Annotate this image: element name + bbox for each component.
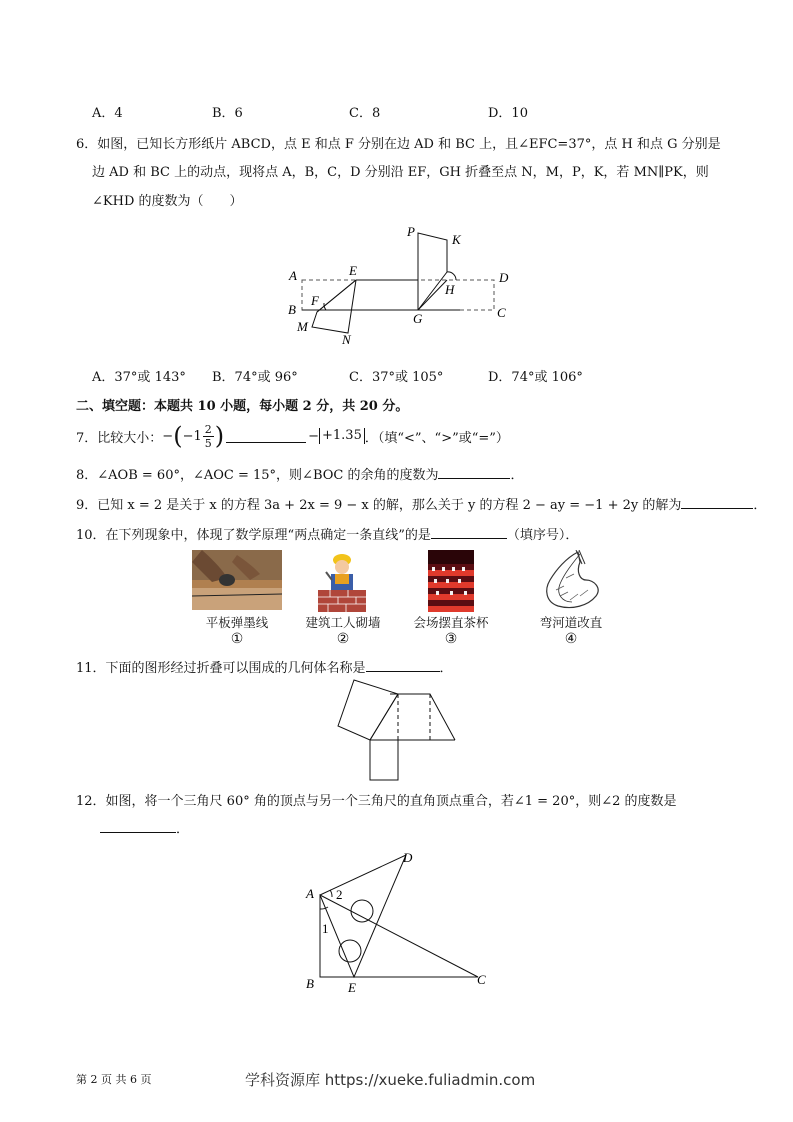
q10-caption-4: 弯河道改直 — [539, 615, 603, 630]
q7-mid-sign: − — [308, 428, 320, 444]
q12-answer-blank[interactable] — [100, 820, 176, 833]
q8-line — [76, 464, 524, 483]
q6-option-a: A．37°或 143° — [92, 370, 186, 385]
q6-label-e: E — [349, 263, 357, 278]
q8-answer-blank[interactable] — [438, 466, 510, 479]
q10-number-2: ② — [336, 631, 350, 647]
footer-source-link[interactable]: 学科资源库 https://xueke.fuliadmin.com — [245, 1071, 536, 1089]
q12-label-1: 1 — [322, 921, 329, 936]
q6-figure — [280, 220, 520, 350]
q11-net-figure — [330, 672, 470, 784]
q11-bottom-rect — [370, 740, 398, 780]
q6-label-g: G — [413, 311, 423, 326]
q10-image-1-ink-line — [192, 550, 282, 610]
q6-rectangle-dashed — [302, 280, 494, 310]
q7-right-paren: ) — [214, 422, 225, 450]
q6-option-c: C．37°或 105° — [349, 370, 444, 385]
q7-prefix: 7．比较大小： — [76, 430, 163, 446]
q6-label-p: P — [407, 224, 415, 239]
q12-label-2: 2 — [336, 887, 343, 902]
q12-label-c: C — [477, 972, 486, 987]
q6-label-f: F — [311, 293, 319, 308]
q10-image-3-tea-cups — [428, 550, 474, 612]
q8-end: ． — [510, 468, 524, 483]
q6-text-line3: ∠KHD 的度数为（ ） — [92, 194, 243, 209]
q7-inner-neg: −1 — [182, 428, 202, 444]
q12-line2 — [100, 818, 189, 837]
q9-end: ． — [753, 498, 767, 513]
q7-neg-sign: − — [162, 428, 174, 444]
q10-caption-3: 会场摆直茶杯 — [413, 615, 489, 630]
q11-end: ． — [439, 661, 453, 676]
q12-triangle-abc — [320, 895, 478, 977]
q7-line — [76, 420, 509, 452]
q6-fold-right — [418, 233, 447, 310]
section-2-title: 二、填空题：本题共 10 小题，每小题 2 分，共 20 分。 — [76, 399, 409, 414]
q9-line — [76, 494, 766, 513]
q10-text-a: 10．在下列现象中，体现了数学原理“两点确定一条直线”的是 — [76, 528, 431, 543]
q12-figure — [300, 845, 500, 1000]
footer-page-number: 第 2 页 共 6 页 — [76, 1073, 152, 1086]
q6-option-b: B．74°或 96° — [212, 370, 298, 385]
q11-left-square — [338, 680, 398, 740]
q12-triangle-ade — [320, 855, 406, 977]
q11-right-trapezoid — [390, 694, 455, 740]
q10-caption-1: 平板弹墨线 — [205, 615, 269, 630]
q12-end: ． — [176, 822, 190, 837]
q6-label-b: B — [288, 302, 296, 317]
q5-option-c: C．8 — [349, 106, 381, 121]
q6-angle-h-mark — [447, 272, 456, 280]
q6-angle-f-mark — [324, 303, 326, 310]
q12-circle-lower — [339, 940, 361, 962]
q7-left-paren: ( — [173, 422, 183, 450]
q12-angle-2-arc — [330, 890, 332, 897]
q9-answer-blank[interactable] — [681, 496, 753, 509]
q7-fraction — [203, 423, 214, 450]
q6-label-m: M — [297, 319, 308, 334]
q11-answer-blank[interactable] — [366, 659, 440, 672]
q12-angle-1-arc — [320, 907, 328, 909]
q10-line — [76, 524, 578, 543]
q6-option-d: D．74°或 106° — [488, 370, 583, 385]
q5-option-b: B．6 — [212, 106, 243, 121]
q5-option-d: D．10 — [488, 106, 528, 121]
q6-text-line2: 边 AD 和 BC 上的动点，现将点 A，B，C，D 分别沿 EF，GH 折叠至点 N，M，P，K，若 MN∥PK，则 — [92, 165, 709, 180]
q7-absolute: +1.35 — [319, 428, 365, 444]
q10-image-4-river — [536, 550, 606, 612]
q10-number-1: ① — [230, 631, 244, 647]
q6-label-h: H — [445, 282, 455, 297]
q7-suffix: ．（填“<”、“>”或“=”） — [364, 430, 509, 446]
q9-text: 9．已知 x = 2 是关于 x 的方程 3a + 2x = 9 − x 的解，那么关于 y 的方程 2 − ay = −1 + 2y 的解为 — [76, 498, 682, 513]
q12-label-d: D — [403, 850, 413, 865]
q10-answer-blank[interactable] — [431, 526, 507, 539]
q6-label-n: N — [342, 332, 351, 347]
q7-numerator: 2 — [204, 422, 212, 436]
q6-line-ef — [317, 280, 356, 312]
q5-option-a: A．4 — [92, 106, 123, 121]
q10-image-2-bricklayer — [318, 550, 366, 612]
q10-number-3: ③ — [444, 631, 458, 647]
q6-label-c: C — [497, 305, 506, 320]
q6-text-line1: 6．如图，已知长方形纸片 ABCD，点 E 和点 F 分别在边 AD 和 BC 上，且∠EFC=37°，点 H 和点 G 分别是 — [76, 137, 721, 152]
q12-label-a: A — [306, 886, 314, 901]
q8-text: 8．∠AOB = 60°，∠AOC = 15°，则∠BOC 的余角的度数为 — [76, 468, 439, 483]
q7-answer-blank[interactable] — [226, 430, 306, 443]
q6-label-a: A — [289, 268, 297, 283]
q7-denominator: 5 — [204, 436, 212, 450]
q10-text-b: （填序号）． — [506, 528, 579, 543]
q11-text: 11．下面的图形经过折叠可以围成的几何体名称是 — [76, 661, 366, 676]
q6-line-gh — [418, 280, 447, 310]
q6-label-k: K — [452, 232, 461, 247]
q6-label-d: D — [499, 270, 509, 285]
q10-caption-2: 建筑工人砌墙 — [305, 615, 381, 630]
q12-circle-upper — [351, 900, 373, 922]
q12-label-b: B — [306, 976, 314, 991]
q10-number-4: ④ — [564, 631, 578, 647]
q12-label-e: E — [348, 980, 356, 995]
q12-text-line1: 12．如图，将一个三角尺 60° 角的顶点与另一个三角尺的直角顶点重合，若∠1 = 20°，则∠2 的度数是 — [76, 794, 677, 809]
